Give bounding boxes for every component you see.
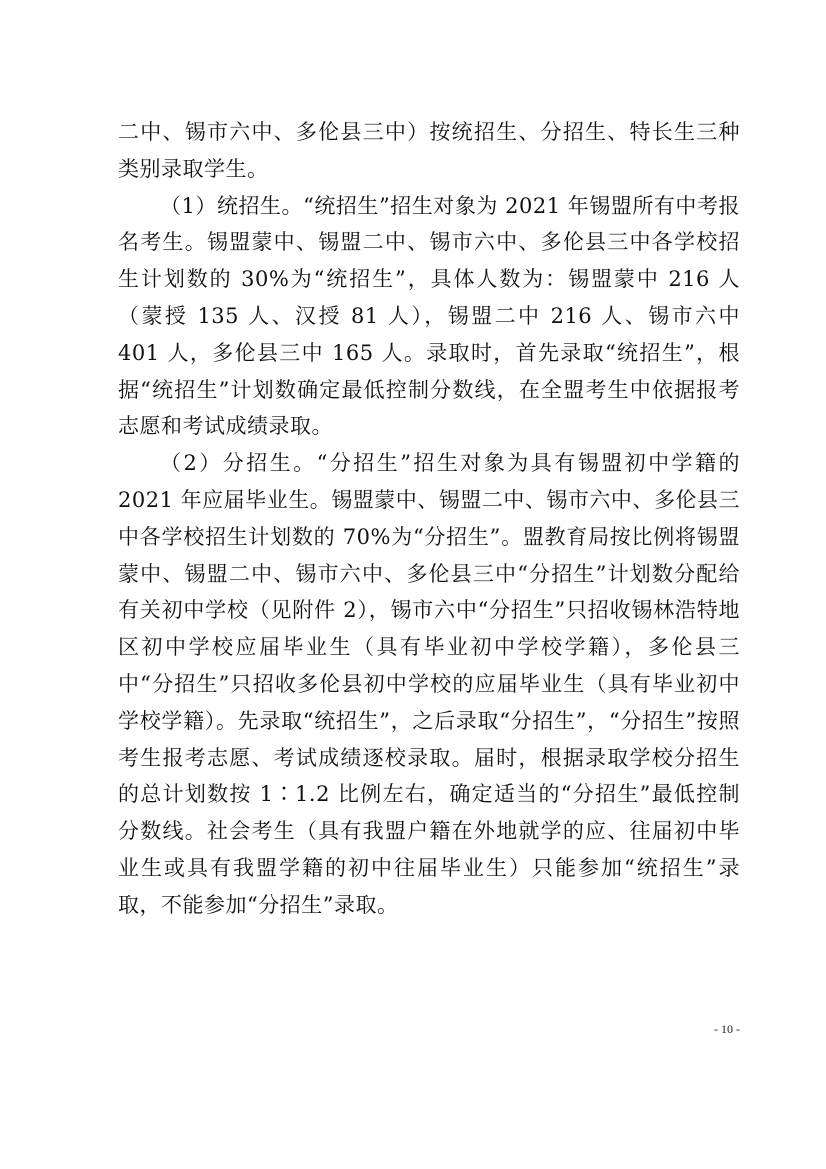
- paragraph-unified-enrollment: （1）统招生。“统招生”招生对象为 2021 年锡盟所有中考报名考生。锡盟蒙中、锡盟二中、锡市六中、多伦县三中各学校招生计划数的 30%为“统招生”，具体人数为：锡盟蒙中 216 人（蒙授 135 人、汉授 81 人），锡盟二中 216 人、锡市六中 401 人，多伦县三中 165 人。录取时，首先录取“统招生”，根据“统招生”计划数确定最低控制分数线，在全盟考生中依据报考志愿和考试成绩录取。: [118, 193, 740, 439]
- page-number: - 10 -: [714, 1022, 740, 1036]
- paragraph-continuation: 二中、锡市六中、多伦县三中）按统招生、分招生、特长生三种类别录取学生。: [118, 120, 740, 181]
- document-body: [118, 114, 740, 924]
- paragraph-allocated-enrollment: （2）分招生。“分招生”招生对象为具有锡盟初中学籍的 2021 年应届毕业生。锡盟蒙中、锡盟二中、锡市六中、多伦县三中各学校招生计划数的 70%为“分招生”。盟教育局按比例将锡盟蒙中、锡盟二中、锡市六中、多伦县三中“分招生”计划数分配给有关初中学校（见附件 2），锡市六中“分招生”只招收锡林浩特地区初中学校应届毕业生（具有毕业初中学校学籍），多伦县三中“分招生”只招收多伦县初中学校的应届毕业生（具有毕业初中学校学籍）。先录取“统招生”，之后录取“分招生”，“分招生”按照考生报考志愿、考试成绩逐校录取。届时，根据录取学校分招生的总计划数按 1∶1.2 比例左右，确定适当的“分招生”最低控制分数线。社会考生（具有我盟户籍在外地就学的应、往届初中毕业生或具有我盟学籍的初中往届毕业生）只能参加“统招生”录取，不能参加“分招生”录取。: [118, 451, 740, 917]
